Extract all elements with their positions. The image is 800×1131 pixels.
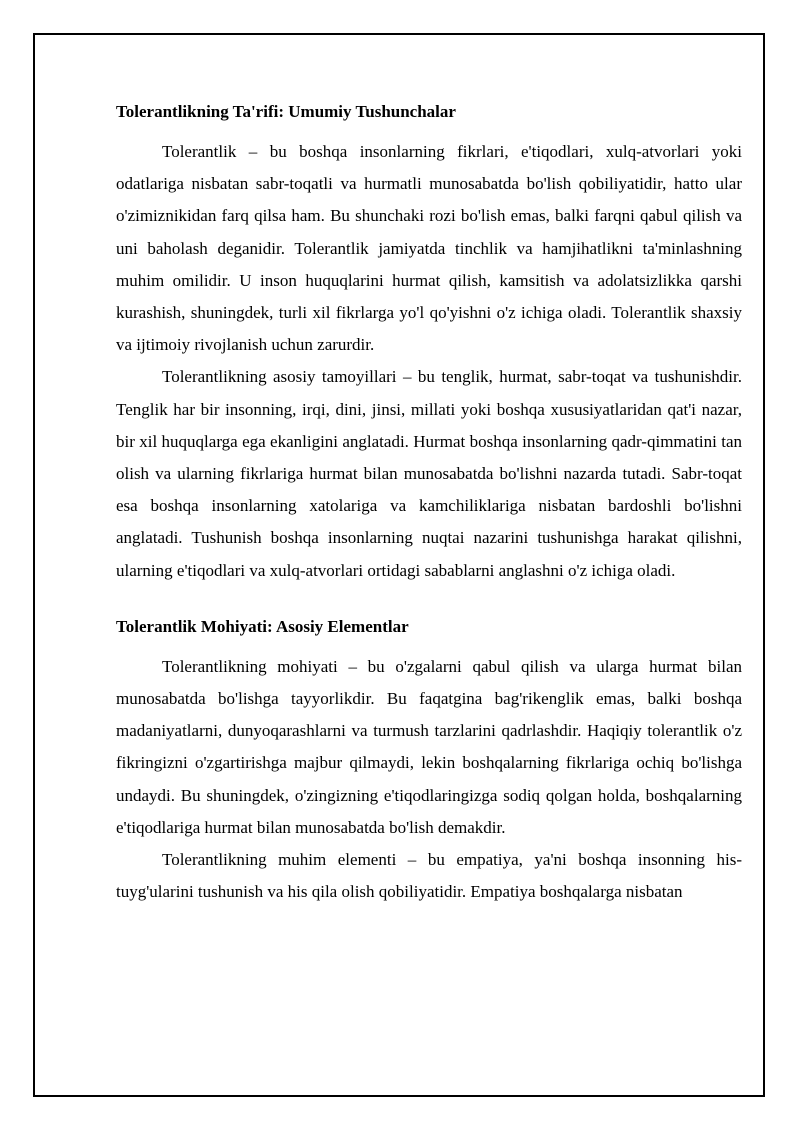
paragraph-essence-1: Tolerantlikning mohiyati – bu o'zgalarni qabul qilish va ularga hurmat bilan munosabatda bo'lishga tayyorlikdir. Bu faqatgina bag'rikenglik emas, balki boshqa madaniyatlarni, dunyoqarashlarni va turmush tarzlarini qadrlashdir. Haqiqiy tolerantlik o'z fikringizni o'zgartirishga majbur qilmaydi, lekin boshqalarning fikrlariga ochiq bo'lishga undaydi. Bu shuningdek, o'zingizning e'tiqodlaringizga sodiq qolgan holda, boshqalarning e'tiqodlariga hurmat bilan munosabatda bo'lish demakdir.	[116, 656, 742, 837]
paragraph-essence-2: Tolerantlikning muhim elementi – bu empatiya, ya'ni boshqa insonning his-tuyg'ularini tushunish va his qila olish qobiliyatidir. Empatiya boshqalarga nisbatan	[116, 850, 742, 902]
section-heading-definition: Tolerantlikning Ta'rifi: Umumiy Tushunchalar	[116, 102, 456, 121]
paragraph-definition-2: Tolerantlikning asosiy tamoyillari – bu tenglik, hurmat, sabr-toqat va tushunishdir. Tenglik har bir insonning, irqi, dini, jinsi, millati yoki boshqa xususiyatlaridan qat'i nazar, bir xil huquqlarga ega ekanligini anglatadi. Hurmat boshqa insonlarning qadr-qimmatini tan olish va ularning fikrlariga hurmat bilan munosabatda bo'lishni nazarda tutadi. Sabr-toqat esa boshqa insonlarning xatolariga va kamchiliklariga nisbatan bardoshli bo'lishni anglatadi. Tushunish boshqa insonlarning nuqtai nazarini tushunishga harakat qilishni, ularning e'tiqodlari va xulq-atvorlari ortidagi sabablarni anglashni o'z ichiga oladi.	[116, 367, 742, 580]
paragraph-definition-1: Tolerantlik – bu boshqa insonlarning fikrlari, e'tiqodlari, xulq-atvorlari yoki odatlariga nisbatan sabr-toqatli va hurmatli munosabatda bo'lish qobiliyatidir, hatto ular o'zimiznikidan farq qilsa ham. Bu shunchaki rozi bo'lish emas, balki farqni qabul qilish va uni baholash deganidir. Tolerantlik jamiyatda tinchlik va hamjihatlikni ta'minlashning muhim omilidir. U inson huquqlarini hurmat qilish, kamsitish va adolatsizlikka qarshi kurashish, shuningdek, turli xil fikrlarga yo'l qo'yishni o'z ichiga oladi. Tolerantlik shaxsiy va ijtimoiy rivojlanish uchun zarurdir.	[116, 142, 742, 355]
section-heading-essence: Tolerantlik Mohiyati: Asosiy Elementlar	[116, 616, 409, 636]
document-body	[116, 96, 742, 908]
